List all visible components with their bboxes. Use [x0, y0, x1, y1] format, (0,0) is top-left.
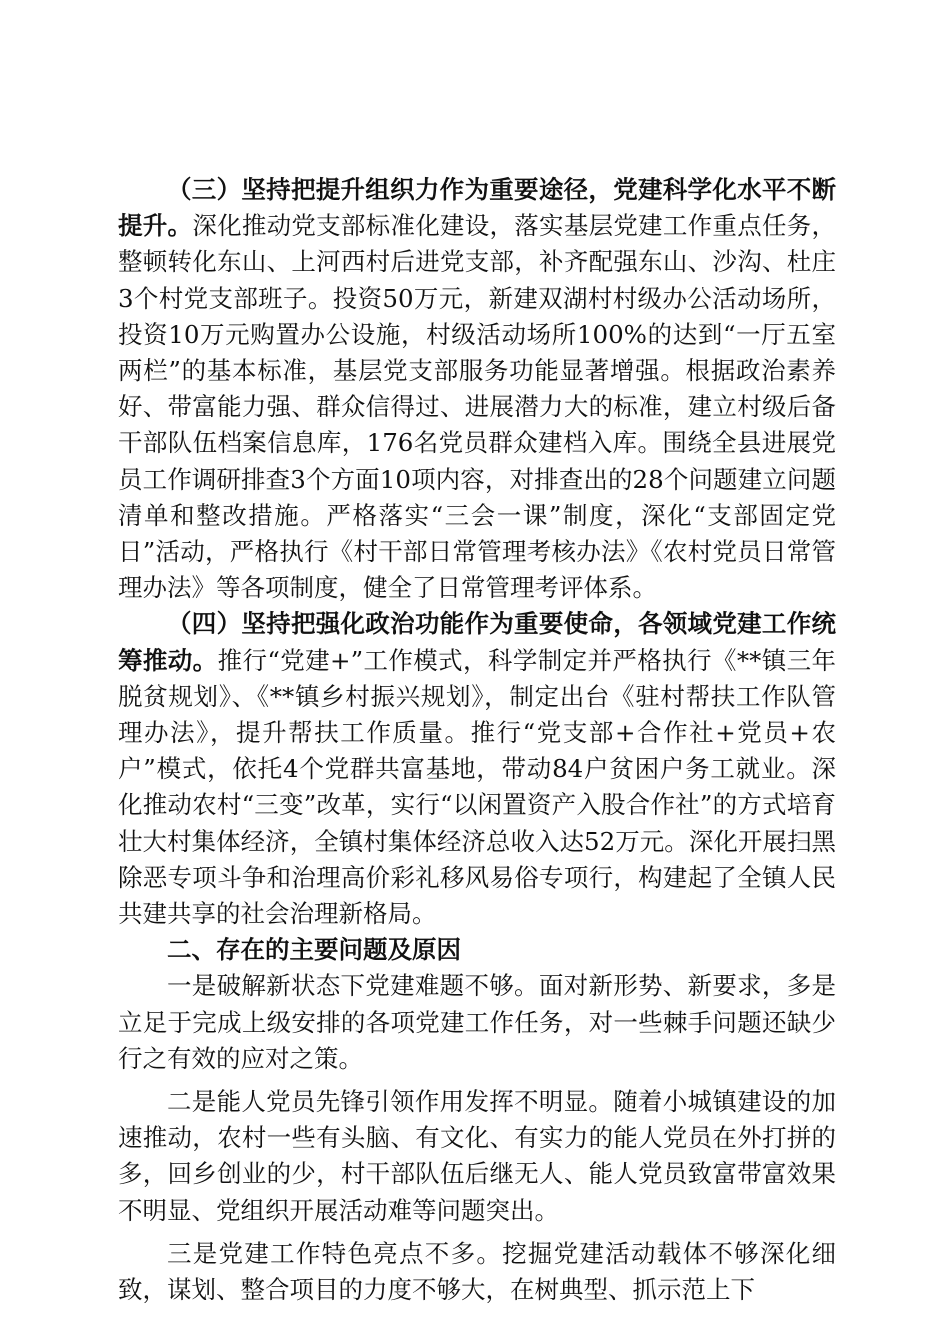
section-4-paragraph: [118, 606, 836, 932]
section-3-lead: （三）坚持把提升组织力作为重要途径，党建科学化水平不断提升。: [118, 175, 836, 241]
heading-problems: 二、存在的主要问题及原因: [167, 935, 461, 965]
section-4-lead: （四）坚持把强化政治功能作为重要使命，各领域党建工作统筹推动。: [118, 609, 836, 675]
section-3-body: 深化推动党支部标准化建设，落实基层党建工作重点任务，整顿转化东山、上河西村后进党支部，补齐配强东山、沙沟、杜庄3个村党支部班子。投资50万元，新建双湖村村级办公活动场所，投资10万元购置办公设施，村级活动场所100%的达到“一厅五室两栏”的基本标准，基层党支部服务功能显著增强。根据政治素养好、带富能力强、群众信得过、进展潜力大的标准，建立村级后备干部队伍档案信息库，176名党员群众建档入库。围绕全县进展党员工作调研排查3个方面10项内容，对排查出的28个问题建立问题清单和整改措施。严格落实“三会一课”制度，深化“支部固定党日”活动，严格执行《村干部日常管理考核办法》《农村党员日常管理办法》等各项制度，健全了日常管理考评体系。: [118, 211, 837, 603]
section-4-body: 推行“党建+”工作模式，科学制定并严格执行《**镇三年脱贫规划》、《**镇乡村振兴规划》，制定出台《驻村帮扶工作队管理办法》，提升帮扶工作质量。推行“党支部+合作社+党员+农户”模式，依托4个党群共富基地，带动84户贫困户务工就业。深化推动农村“三变”改革，实行“以闲置资产入股合作社”的方式培育壮大村集体经济，全镇村集体经济总收入达52万元。深化开展扫黑除恶专项斗争和治理高价彩礼移风易俗专项行，构建起了全镇人民共建共享的社会治理新格局。: [118, 645, 837, 929]
section-3-paragraph: [118, 172, 836, 606]
document-page: [118, 172, 836, 1308]
problem-2-paragraph: 二是能人党员先锋引领作用发挥不明显。随着小城镇建设的加速推动，农村一些有头脑、有文化、有实力的能人党员在外打拼的多，回乡创业的少，村干部队伍后继无人、能人党员致富带富效果不明显、党组织开展活动难等问题突出。: [118, 1087, 836, 1225]
problem-1-paragraph: 一是破解新状态下党建难题不够。面对新形势、新要求，多是立足于完成上级安排的各项党建工作任务，对一些棘手问题还缺少行之有效的应对之策。: [118, 971, 836, 1073]
problem-3-paragraph: 三是党建工作特色亮点不多。挖掘党建活动载体不够深化细致，谋划、整合项目的力度不够大，在树典型、抓示范上下: [118, 1238, 836, 1305]
